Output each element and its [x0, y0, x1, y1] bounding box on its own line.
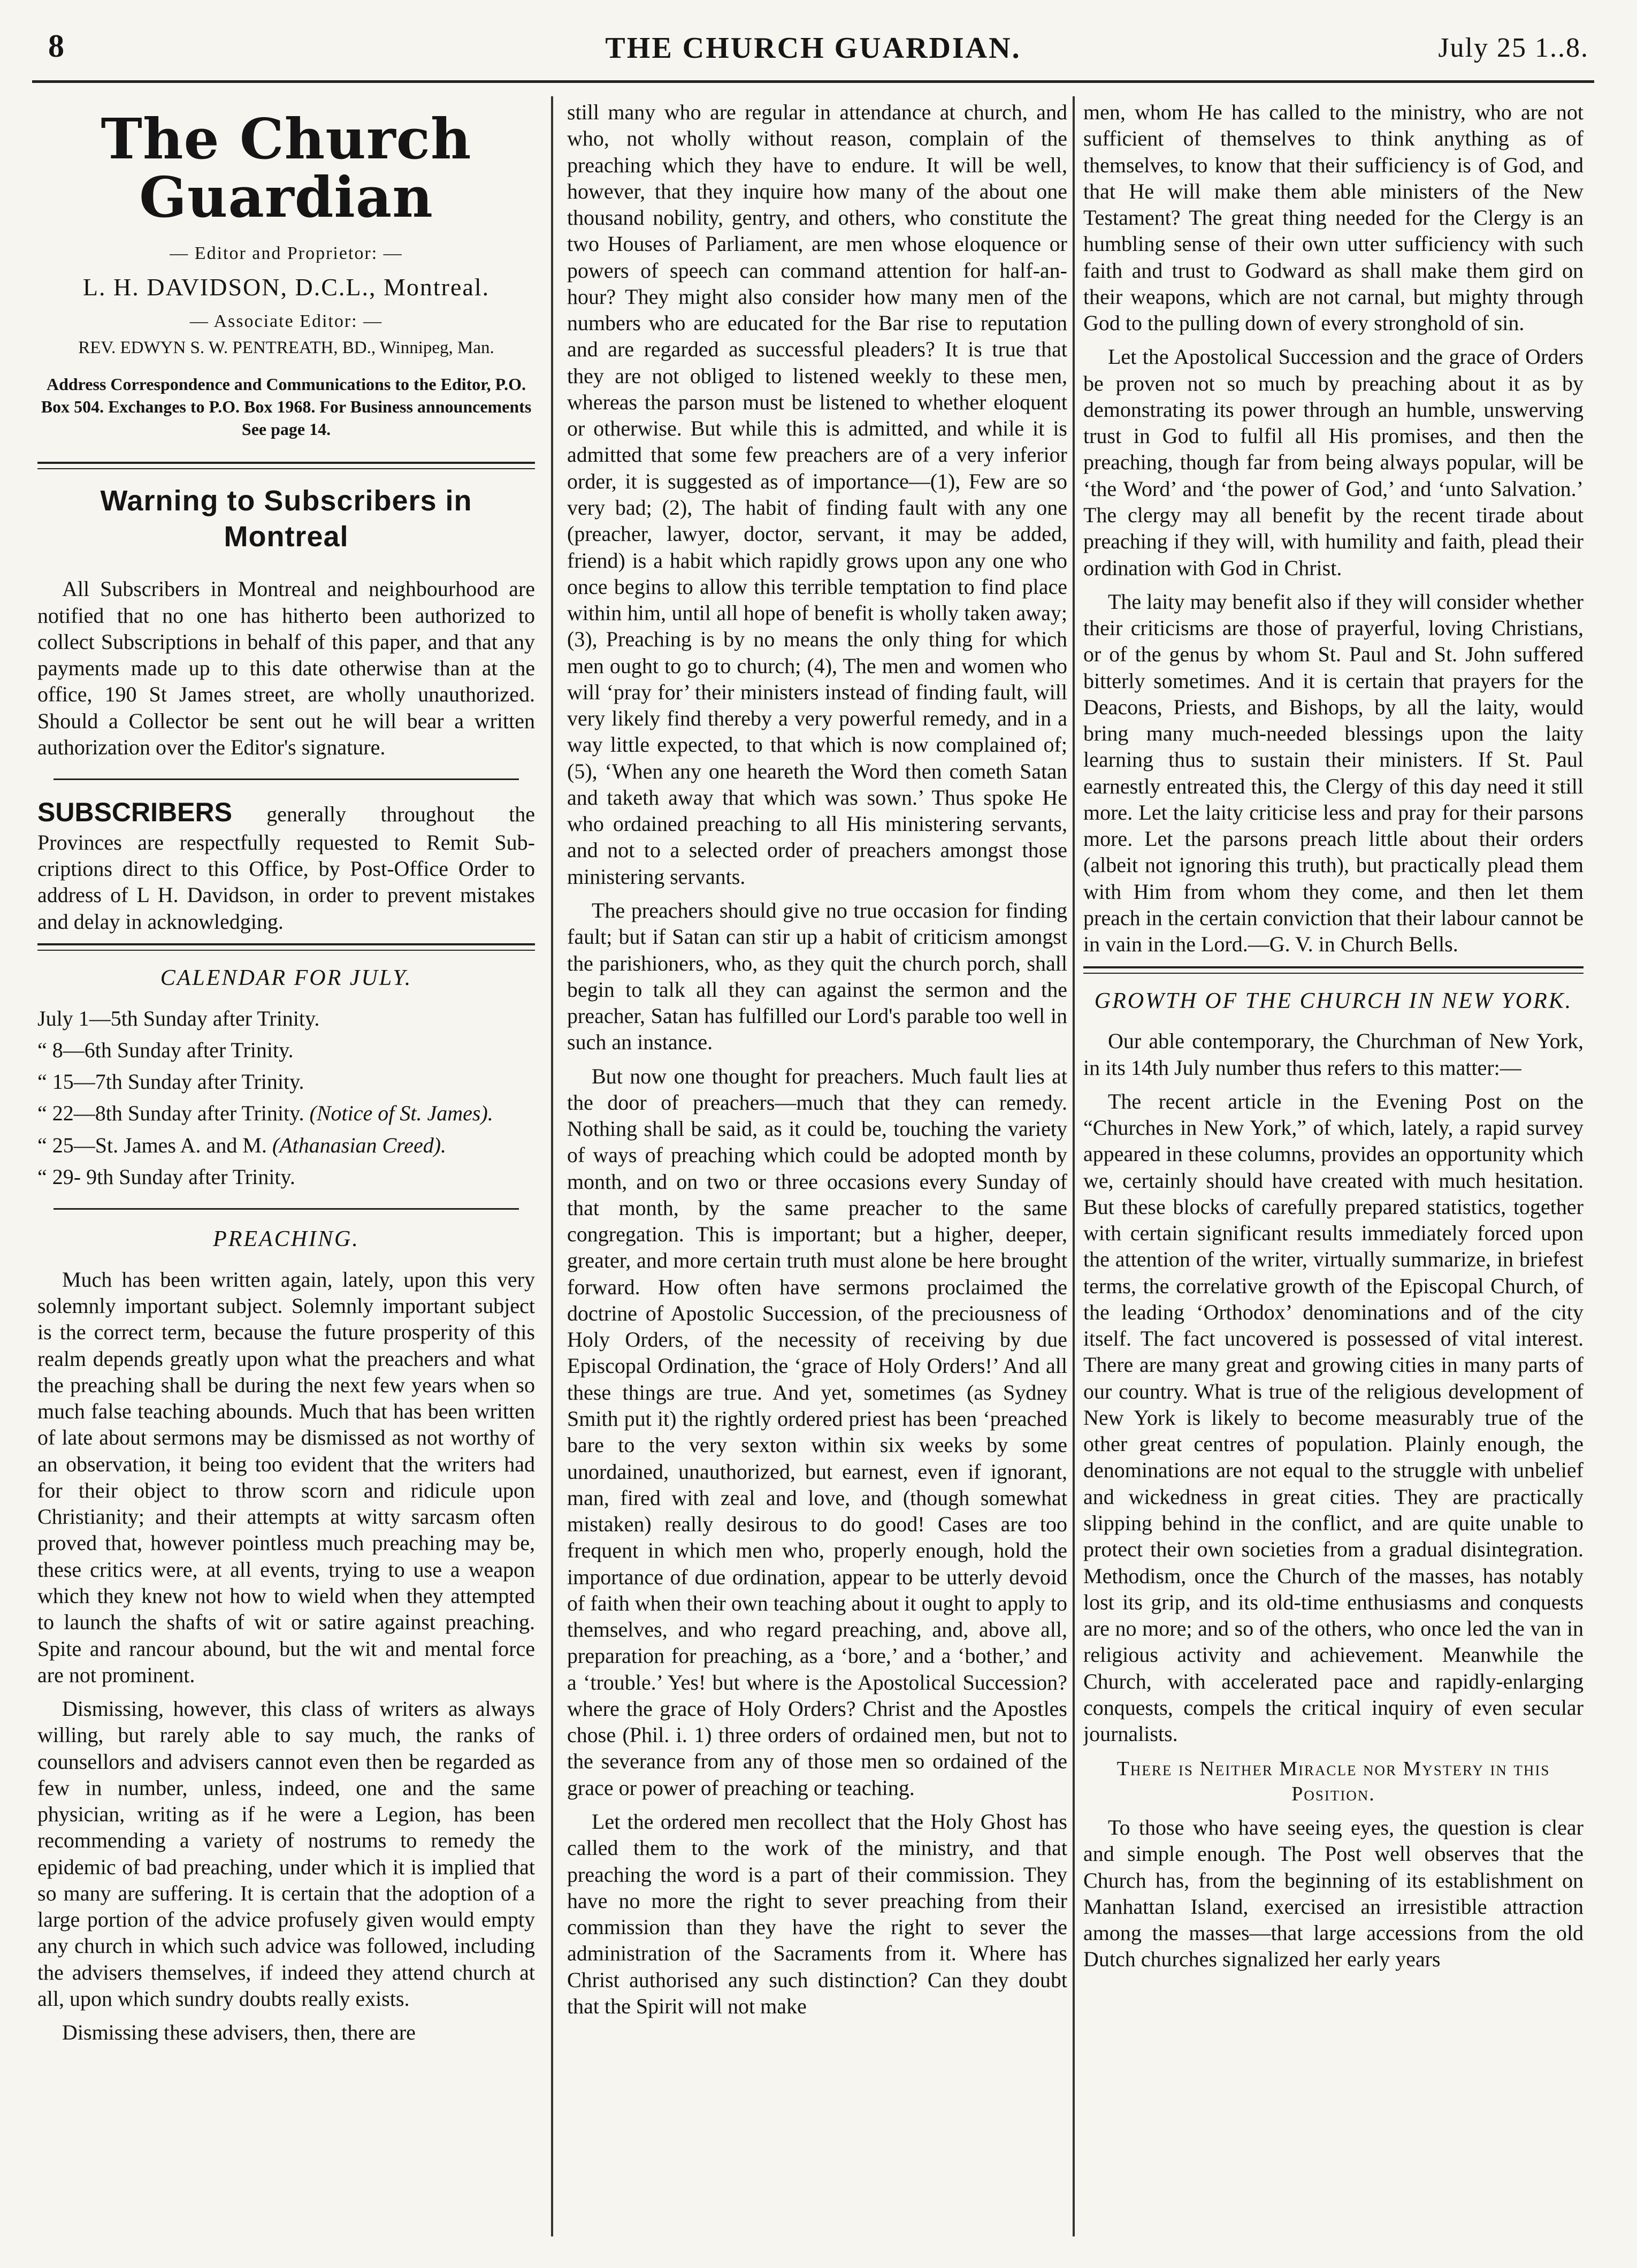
divider: [37, 943, 535, 951]
article-paragraph: Let the ordered men recollect that the Holy Ghost has called them to the work of the ministry, and that preaching the word is a part of their commission. They have no more the right to sever preaching from their commission than they have the right to sever the administration of the Sacraments from it. Where has Christ authorised any such distinction? Can they doubt that the Spirit will not make: [567, 1809, 1067, 2018]
calendar-note: (Athanasian Creed).: [272, 1133, 447, 1157]
calendar-entry: [37, 1132, 535, 1158]
warning-heading: Warning to Subscribers in Montreal: [100, 485, 472, 553]
article-paragraph: Let the Apostolical Succession and the grace of Orders be proven not so much by preaching about it as by demonstrating its power through an humble, unswerving trust in God to fulfil all His promises, and then the preaching, though far from being always popular, will be ‘the Word’ and ‘the power of God,’ and ‘unto Salvation.’ The clergy may all benefit by the recent tirade about preaching if they will, with humility and faith, plead their ordination with God in Christ.: [1083, 345, 1584, 580]
article-paragraph: The preachers should give no true occasion for finding fault; but if Satan can stir up a habit of criticism amongst the parishioners, who, as they quit the church porch, shall begin to talk all they can against the sermon and the preacher, Satan has fulfilled our Lord's parable too well in such an instance.: [567, 898, 1067, 1055]
column-rule: [551, 96, 553, 2236]
subscribers-lead: SUBSCRIBERS: [37, 797, 232, 828]
calendar-date: “ 29: [37, 1164, 74, 1189]
article-paragraph: men, whom He has called to the ministry, who are not sufficient of themselves to think anything as of themselves, to know that their sufficiency is of God, and that He will make them able ministers of the New Testament? The great thing needed for the Clergy is an humbling sense of their own utter sufficiency with such faith and trust to Godward as shall make them gird on their weapons, which are not carnal, but mighty through God to the pulling down of every stronghold of sin.: [1083, 100, 1584, 335]
calendar-list: [37, 1005, 535, 1190]
calendar-entry: [37, 1005, 535, 1032]
warning-body: All Subscribers in Montreal and neighbourhood are notified that no one has hitherto been authorized to collect Subscriptions in behalf of this paper, and that any payments made up to this date otherwise than at the office, 190 St James street, are wholly unauthorized. Should a Collector be sent out he will bear a written authorization over the Editor's signature.: [37, 577, 535, 759]
calendar-entry: [37, 1037, 535, 1063]
subscribers-notice: [37, 796, 535, 935]
calendar-text: —6th Sunday after Trinity.: [63, 1037, 294, 1062]
article-paragraph: The laity may benefit also if they will consider whether their criticisms are those of prayerful, loving Christians, or of the genus by whom St. Paul and St. John suffered bitterly sometimes. And it is certain that prayers for the Deacons, Priests, and Bishops, by all the laity, would bring many much-needed blessings upon the laity learning thus to sustain their ministers. If St. Paul earnestly entreated this, the Clergy of this day need it still more. Let the laity criticise less and pray for their parsons more. Let the parsons preach little about their orders (albeit not ignoring this truth), but practically plead them with Him from whom they come, and then let them preach in the certain conviction that their labour cannot be in vain in the Lord.—G. V. in Church Bells.: [1083, 589, 1584, 957]
divider: [53, 778, 519, 780]
article-paragraph: still many who are regular in attendance at church, and who, not wholly without reason, complain of the preaching which they have to endure. It will be well, however, that they inquire how many of the about one thousand nobility, gentry, and others, who constitute the two Houses of Parliament, are men whose eloquence or powers of speech can command attention for half-an-hour? They might also consider how many men of the numbers who are educated for the Bar rise to reputation and are regarded as successful pleaders? It is true that they are not obliged to listened weekly to these men, whereas the parson must be listened to whether eloquent or otherwise. But while this is admitted, and while it is admitted that some few preachers are of a very inferior order, it is suggested as of importance—(1), Few are so very bad; (2), The habit of finding fault with any one (preacher, lawyer, doctor, servant, it may be added, friend) is a habit which rapidly grows upon any one who once begins to allow this terrible temptation to find place within him, until all hope of benefit is wholly taken away; (3), Preaching is by no means the only thing for which men ought to go to church; (4), The men and women who will ‘pray for’ their ministers instead of finding fault, will very likely find thereby a very powerful remedy, and in a way little expected, to that which is now complained of; (5), ‘When any one heareth the Word then cometh Satan and taketh away that which was sown.’ Thus spoke He who ordained preaching to all His ministering servants, and not to a selected order of preachers amongst those ministering servants.: [567, 100, 1067, 889]
associate-editor-name: REV. EDWYN S. W. PENTREATH, BD., Winnipeg, Man.: [78, 338, 494, 357]
calendar-date: “ 25: [37, 1133, 74, 1157]
column-1: [37, 99, 535, 2239]
subscribers-body: generally throughout the Provinces are respectfully requested to Remit Sub-criptions direct to this Office, by Post-Office Order to address of L H. Davidson, in order to prevent mistakes and delay in acknowledging.: [37, 802, 535, 934]
growth-subheading: There is Neither Miracle nor Mystery in this Position.: [1116, 1758, 1550, 1806]
article-paragraph: Our able contemporary, the Churchman of New York, in its 14th July number thus refers to this matter:—: [1083, 1029, 1584, 1080]
article-paragraph: The recent article in the Evening Post on the “Churches in New York,” of which, lately, a rapid survey appeared in these columns, provides an opportunity which we, certainly should have created with much hesitation. But these blocks of carefully prepared statistics, together with certain significant results immediately forced upon the attention of the writer, virtually summarize, in briefest terms, the correlative growth of the Episcopal Church, of the leading ‘Orthodox’ denominations and of the city itself. The fact uncovered is possessed of vital interest. There are many great and growing cities in many parts of our country. What is true of the religious development of New York is likely to become measurably true of the other great centres of population. Plainly enough, the denominations are not equal to the struggle with unbelief and wickedness in great cities. They are practically slipping behind in the conflict, and are quite unable to protect their own societies from a gradual disintegration. Methodism, once the Church of the masses, has notably lost its grip, and its old-time enthusiasms and conquests are no more; and so of the others, who once led the van in religious activity and achievement. Meanwhile the Church, with accelerated pace and rapidly-enlarging conquests, compels the critical inquiry of even secular journalists.: [1083, 1089, 1584, 1746]
editor-label: — Editor and Proprietor: —: [170, 243, 403, 264]
calendar-date: “ 15: [37, 1070, 74, 1094]
divider: [53, 1208, 519, 1210]
article-paragraph: Dismissing these advisers, then, there are: [62, 2020, 416, 2045]
calendar-entry: [37, 1068, 535, 1095]
calendar-heading: CALENDAR FOR JULY.: [160, 965, 412, 990]
article-paragraph: Much has been written again, lately, upon this very solemnly important subject. Solemnly important subject is the correct term, because the future prosperity of this realm depends greatly upon what the preachers and what the preaching shall be during the next few years when so much false teaching abounds. Much that has been written of late about sermons may be dismissed as not worthy of an observation, it being too evident that the writers had for their object to throw scorn and ridicule upon Christianity; and their attempts at witty sarcasm often proved that, however pointless much preaching may be, these critics were, at all events, trying to use a weapon which they knew not how to wield when they attempted to launch the shafts of wit or satire against preaching. Spite and rancour abound, but the wit and mental force are not prominent.: [37, 1267, 535, 1687]
growth-heading: GROWTH OF THE CHURCH IN NEW YORK.: [1094, 988, 1573, 1013]
article-paragraph: Dismissing, however, this class of writers as always willing, but rarely able to say much, the ranks of counsellors and advisers cannot even then be regarded as few in number, unless, indeed, one and the same physician, writing as if he were a Legion, has been recommending a variety of nostrums to remedy the epidemic of bad preaching, under which it is implied that so many are suffering. It is certain that the adoption of a large portion of the advice profusely given would empty any church in which such advice was followed, including the advisers themselves, if indeed they attend church at all, upon which sundry doubts really exists.: [37, 1697, 535, 2011]
article-paragraph: But now one thought for preachers. Much fault lies at the door of preachers—much that they can remedy. Nothing shall be said, as it could be, touching the variety of ways of preaching which could be adopted month by month, and on two or three occasions every Sunday of that month, by the same preacher to the same congregation. This is important; but a higher, deeper, greater, and more certain truth must alone be here brought forward. How often have sermons proclaimed the doctrine of Apostolic Succession, of the preciousness of Holy Orders, of the necessity of receiving by due Episcopal Ordination, the ‘grace of Holy Orders!’ And all these things are true. And yet, sometimes (as Sydney Smith put it) the rightly ordered priest has been ‘preached bare to the very sexton within six weeks by some unordained, unauthorized, but earnest, even if ignorant, man, fired with zeal and love, and (though somewhat mistaken) really desirous to do good! Cases are too frequent in which men who, properly enough, hold the importance of due ordination, appear to be utterly devoid of faith when their own teaching about it ought to apply to themselves, and who regard preaching, and, above all, preparation for preaching, as a ‘bore,’ and a ‘bother,’ and a ‘trouble.’ Yes! but where is the Apostolical Succession? where the grace of Holy Orders? Christ and the Apostles chose (Phil. i. 1) three orders of ordained men, but not to the severance from any of those men so ordained of the grace or power of preaching or teaching.: [567, 1064, 1067, 1800]
issue-date: July 25 1..8.: [1438, 33, 1589, 63]
calendar-entry: [37, 1100, 535, 1126]
editor-name: L. H. DAVIDSON, D.C.L., Montreal.: [82, 273, 490, 301]
calendar-text: —St. James A. and M.: [73, 1133, 267, 1157]
running-head: [32, 21, 1594, 83]
column-rule: [1073, 96, 1075, 2236]
page-number: 8: [48, 28, 64, 64]
article-paragraph: To those who have seeing eyes, the question is clear and simple enough. The Post well observes that the Church has, from the beginning of its establishment on Manhattan Island, exercised an irresistible attraction among the masses—that large accessions from the old Dutch churches signalized her early years: [1083, 1815, 1584, 1972]
preaching-heading: PREACHING.: [213, 1227, 359, 1252]
divider: [1083, 966, 1584, 974]
divider: [37, 462, 535, 469]
calendar-date: “ 8: [37, 1037, 63, 1062]
calendar-date: July 1: [37, 1006, 89, 1030]
calendar-text: - 9th Sunday after Trinity.: [73, 1164, 295, 1189]
newspaper-title: THE CHURCH GUARDIAN.: [605, 32, 1021, 65]
calendar-date: “ 22: [37, 1101, 74, 1126]
calendar-entry: [37, 1164, 535, 1190]
calendar-text: —7th Sunday after Trinity.: [73, 1070, 304, 1094]
calendar-text: —5th Sunday after Trinity.: [89, 1006, 320, 1030]
column-2: [567, 99, 1067, 2239]
calendar-note: (Notice of St. James).: [309, 1101, 493, 1126]
associate-editor-label: — Associate Editor: —: [189, 311, 383, 331]
calendar-text: —8th Sunday after Trinity.: [73, 1101, 304, 1126]
masthead-title: The Church Guardian: [101, 106, 472, 231]
column-3: [1083, 99, 1584, 2239]
correspondence-notice: Address Correspondence and Communications to the Editor, P.O. Box 504. Exchanges to P.O. Box 1968. For Business announcements See page 14.: [41, 375, 532, 439]
